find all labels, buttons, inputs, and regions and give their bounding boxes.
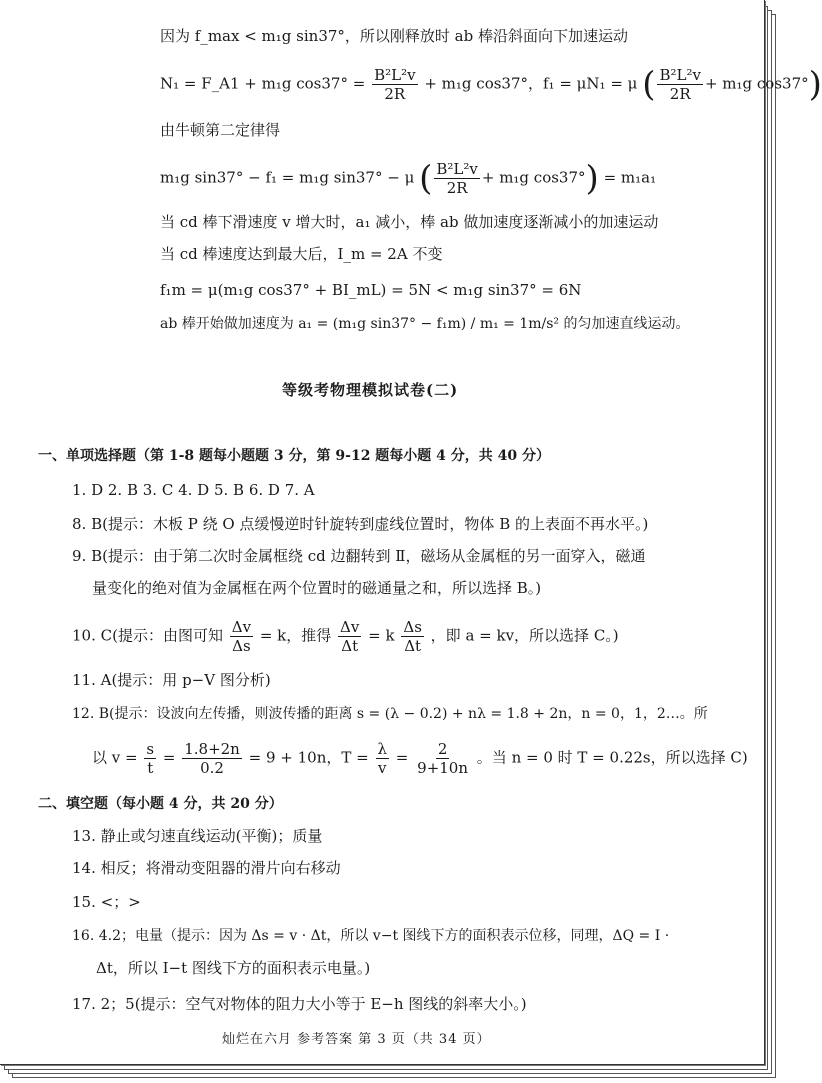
answer-17: 17. 2；5(提示：空气对物体的阻力大小等于 E−h 图线的斜率大小。) [72,995,527,1013]
derivation-line-6: 当 cd 棒速度达到最大后，I_m = 2A 不变 [160,245,443,263]
section-title: 等级考物理模拟试卷(二) [282,381,459,399]
fraction: $\frac{\text{B²L²v}}{2R}$ [659,66,701,103]
fraction: $\frac{\lambda}{v}$ [377,740,388,777]
answer-11: 11. A(提示：用 p−V 图分析) [72,671,271,689]
answer-13: 13. 静止或匀速直线运动(平衡)；质量 [72,827,323,845]
fraction: $\frac{\Delta v}{\Delta s}$ [231,618,252,655]
fraction: $\frac{1.8+2n}{0.2}$ [184,740,240,777]
answer-16-line-2: Δt，所以 I−t 图线下方的面积表示电量。) [96,959,371,977]
fraction: $\frac{\Delta v}{\Delta t}$ [340,618,360,655]
fraction: $\frac{\text{B²L²v}}{2R}$ [436,160,478,197]
page-footer: 灿烂在六月 参考答案 第 3 页（共 34 页） [222,1032,491,1047]
derivation-line-2: N₁ = F_A1 + m₁g cos37° = $\frac{\text{B²L²v}}{2R}$ + m₁g cos37°，f₁ = μN₁ = μ ( $\frac{\text{B²L²v}}{2R}$ + m₁g cos37°) [160,64,822,105]
answer-10: 10. C(提示：由图可知 $\frac{\Delta v}{\Delta s}$ = k，推得 $\frac{\Delta v}{\Delta t}$ = k $\frac{\Delta s}{\Delta t}$ ，即 a = kv，所以选择 C。) [72,618,619,655]
derivation-line-5: 当 cd 棒下滑速度 v 增大时，a₁ 减小，棒 ab 做加速度逐渐减小的加速运动 [160,213,659,231]
derivation-line-3: 由牛顿第二定律得 [160,121,281,139]
fraction: $\frac{\Delta s}{\Delta t}$ [403,618,422,655]
answers-1-7: 1. D 2. B 3. C 4. D 5. B 6. D 7. A [72,481,315,499]
fraction: $\frac{2}{9+10n}$ [417,740,469,777]
derivation-line-4: m₁g sin37° − f₁ = m₁g sin37° − μ ( $\frac{\text{B²L²v}}{2R}$ + m₁g cos37°) = m₁a₁ [160,158,657,199]
answer-9-line-2: 量变化的绝对值为金属框在两个位置时的磁通量之和，所以选择 B。) [92,579,542,597]
fraction: $\frac{s}{t}$ [146,740,155,777]
part2-heading: 二、填空题（每小题 4 分，共 20 分） [38,796,283,812]
part1-heading: 一、单项选择题（第 1-8 题每小题题 3 分，第 9-12 题每小题 4 分，共 40 分） [38,448,551,464]
answer-15: 15. <；> [72,893,141,911]
answer-12-line-1: 12. B(提示：设波向左传播，则波传播的距离 s = (λ − 0.2) + nλ = 1.8 + 2n，n = 0，1，2…。所 [72,706,708,722]
answer-12-line-2: 以 v = $\frac{s}{t}$ = $\frac{1.8+2n}{0.2}$ = 9 + 10n，T = $\frac{\lambda}{v}$ = $\frac{2}{9+10n}$ 。当 n = 0 时 T = 0.22s，所以选择 C) [92,740,748,777]
answer-16-line-1: 16. 4.2；电量（提示：因为 Δs = v · Δt，所以 v−t 图线下方的面积表示位移，同理，ΔQ = I · [72,928,670,944]
answer-9-line-1: 9. B(提示：由于第二次时金属框绕 cd 边翻转到 Ⅱ，磁场从金属框的另一面穿入，磁通 [72,547,646,565]
derivation-line-7: f₁m = μ(m₁g cos37° + BI_mL) = 5N < m₁g sin37° = 6N [160,281,582,299]
derivation-line-8: ab 棒开始做加速度为 a₁ = (m₁g sin37° − f₁m) / m₁ = 1m/s² 的匀加速直线运动。 [160,316,690,332]
answer-8: 8. B(提示：木板 P 绕 O 点缓慢逆时针旋转到虚线位置时，物体 B 的上表面不再水平。) [72,515,649,533]
fraction: $\frac{\text{B²L²v}}{2R}$ [374,66,416,103]
answer-14: 14. 相反；将滑动变阻器的滑片向右移动 [72,859,341,877]
derivation-line-1: 因为 f_max < m₁g sin37°，所以刚释放时 ab 棒沿斜面向下加速运动 [160,27,628,45]
